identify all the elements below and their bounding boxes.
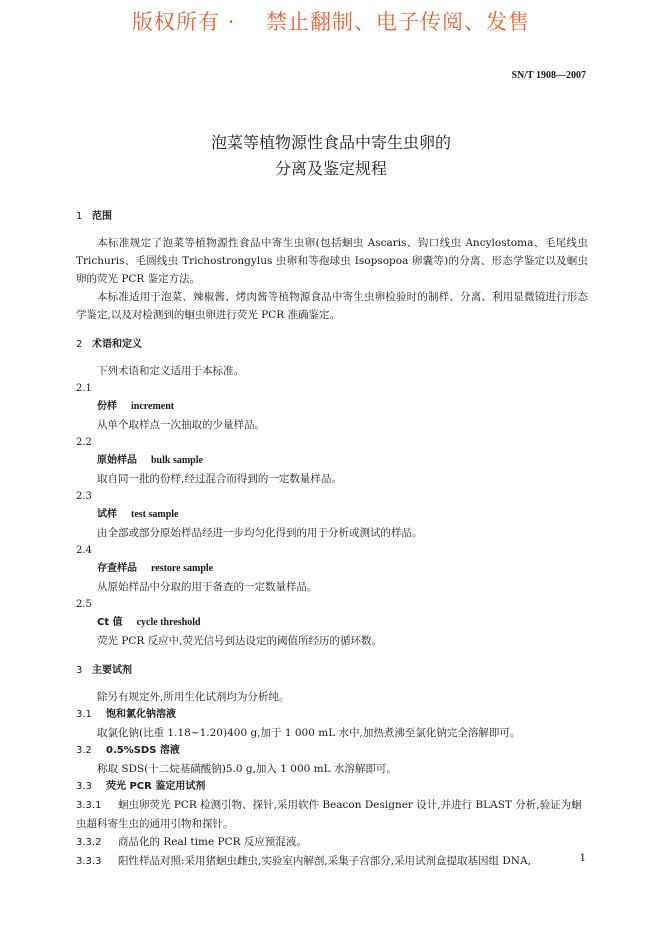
subsection-item: 3.3.2 商品化的 Real time PCR 反应预混液。 [76,836,307,848]
term-heading: 试样 test sample [97,509,179,520]
term-heading: 份样 increment [97,401,175,412]
term-definition: 荧光 PCR 反应中,荧光信号到达设定的阈值所经历的循环数。 [97,635,383,647]
section-3-intro: 除另有规定外,所用生化试剂均为分析纯。 [97,691,290,703]
section-1-heading: 1 范围 [76,211,112,222]
subsection-item: 3.3.1 蛔虫卵荧光 PCR 检测引物、探针,采用软件 Beacon Designer 设计,并进行 BLAST 分析,验证为蛔虫超科寄生虫的通用引物和探针。 [76,799,582,830]
subsection-3-2-heading: 3.2 0.5%SDS 溶液 [76,745,180,756]
term-definition: 从单个取样点一次抽取的少量样品。 [97,419,265,431]
term-definition: 由全部或部分原始样品经进一步均匀化得到的用于分析或测试的样品。 [97,527,423,539]
term-definition: 从原始样品中分取的用于备查的一定数量样品。 [97,581,318,593]
standard-code: SN/T 1908—2007 [511,70,586,81]
term-number: 2.5 [76,599,92,610]
document-body [76,208,588,871]
subsection-3-1-text: 取氯化钠(比重 1.18~1.20)400 g,加于 1 000 mL 水中,加热煮沸至氯化钠完全溶解即可。 [97,727,521,739]
subsection-item: 3.3.3 阳性样品对照:采用猪蛔虫雌虫,实验室内解剖,采集子宫部分,采用试剂盒提取基因组 DNA, [76,855,531,867]
term-heading: 存查样品 restore sample [97,563,214,574]
term-definition: 取自同一批的份样,经过混合而得到的一定数量样品。 [97,473,342,485]
subsection-3-2-text: 称取 SDS(十二烷基磺酸钠)5.0 g,加入 1 000 mL 水溶解即可。 [97,763,397,775]
page-number: 1 [579,853,586,864]
term-heading: Ct 值 cycle threshold [97,617,201,628]
section-1-paragraph-2: 本标准适用于泡菜、辣椒酱、烤肉酱等植物源食品中寄生虫卵检验时的制样、分离、利用显微镜进行形态学鉴定,以及对检测到的蛔虫卵进行荧光 PCR 准确鉴定。 [76,291,588,321]
section-3-heading: 3 主要试剂 [76,665,132,676]
term-number: 2.4 [76,545,92,556]
section-1-paragraph-1: 本标准规定了泡菜等植物源性食品中寄生虫卵(包括蛔虫 Ascaris、钩口线虫 Ancylostoma、毛尾线虫 Trichuris、毛圆线虫 Trichostrongylus 虫卵和等孢球虫 Isopsopoa 卵囊等)的分离、形态学鉴定以及蛔虫卵的荧光 PCR 鉴定方法。 [76,237,588,285]
term-number: 2.1 [76,383,92,394]
section-2-heading: 2 术语和定义 [76,339,142,350]
term-number: 2.3 [76,491,92,502]
subsection-3-1-heading: 3.1 饱和氯化钠溶液 [76,709,176,720]
subsection-3-3-heading: 3.3 荧光 PCR 鉴定用试剂 [76,781,206,792]
section-2-intro: 下列术语和定义适用于本标准。 [97,365,244,377]
term-number: 2.2 [76,437,92,448]
title-line-2: 分离及鉴定规程 [274,159,387,178]
term-heading: 原始样品 bulk sample [97,455,203,466]
title-line-1: 泡菜等植物源性食品中寄生虫卵的 [210,133,451,152]
document-title [0,130,662,182]
watermark-banner: 版权所有 · 禁止翻制、电子传阅、发售 [131,10,531,34]
